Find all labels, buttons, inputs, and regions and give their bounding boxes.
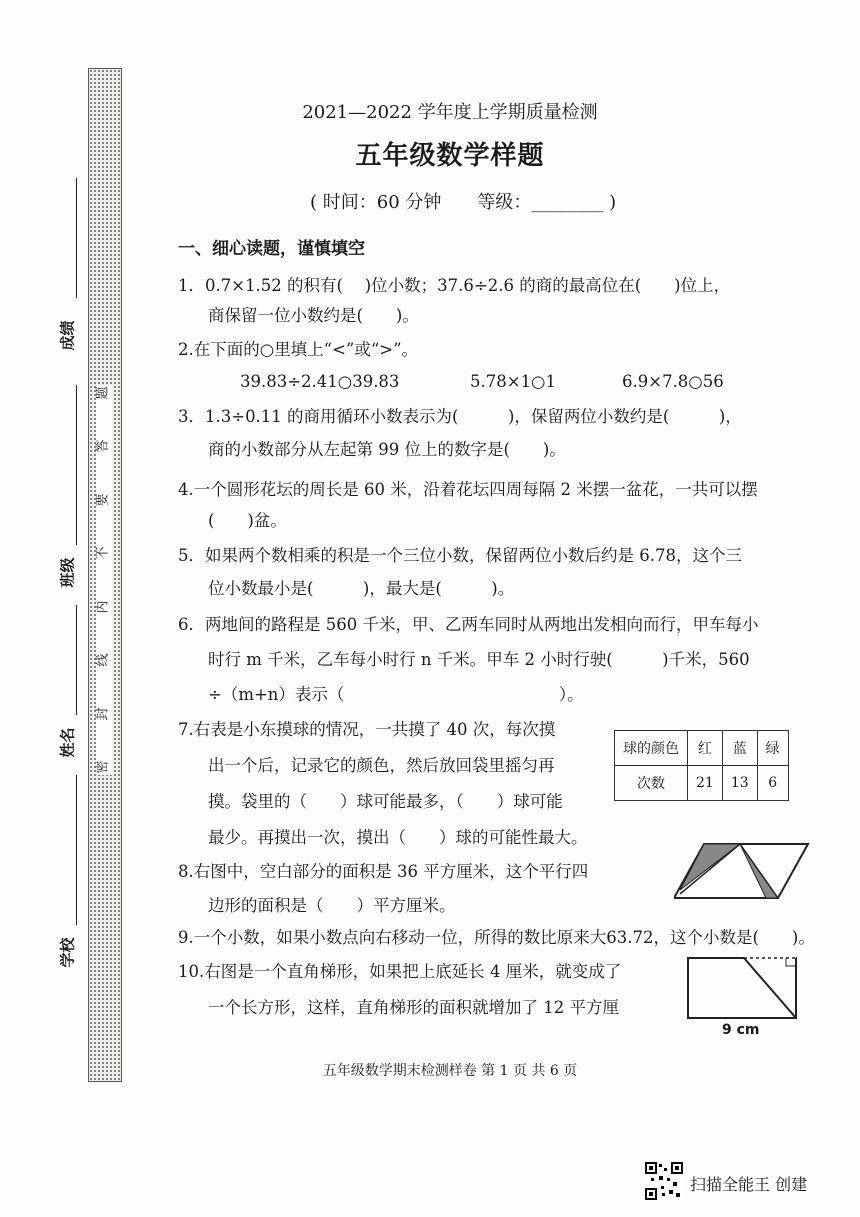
scanner-watermark: 扫描全能王 创建: [690, 1175, 808, 1194]
parallelogram-figure: [674, 842, 810, 902]
question-7-line3: 摸。袋里的（ ）球可能最多，（ ）球可能: [208, 792, 563, 811]
question-2-item2: 5.78×1○1: [470, 372, 556, 391]
seal-char: 要: [95, 493, 111, 507]
table-header-cell: 红: [688, 731, 723, 766]
name-label: 姓名: [58, 727, 77, 758]
seal-line-text: [96, 385, 112, 775]
table-cell: 6: [757, 766, 788, 801]
class-line[interactable]: [76, 385, 77, 545]
question-2-line1: 2.在下面的○里填上“<”或“>”。: [178, 340, 419, 359]
exam-term: 2021—2022 学年度上学期质量检测: [302, 102, 598, 123]
ball-count-table: [614, 730, 789, 801]
section-title: 一、细心读题，谨慎填空: [178, 239, 365, 259]
seal-char: 封: [95, 707, 111, 721]
school-line[interactable]: [76, 775, 77, 925]
table-header-cell: 绿: [757, 731, 788, 766]
table-row-label: 次数: [615, 766, 688, 801]
seal-char: 内: [95, 600, 111, 614]
trapezoid-dimension-label: 9 cm: [722, 1022, 760, 1038]
seal-char: 不: [95, 546, 111, 560]
seal-char: 线: [95, 653, 111, 667]
question-2-item3: 6.9×7.8○56: [622, 372, 724, 391]
qr-code-icon: [645, 1162, 683, 1200]
seal-char: 答: [95, 439, 111, 453]
school-label: 学校: [58, 937, 77, 968]
seal-char: 题: [95, 386, 111, 400]
question-4-line1: 4.一个圆形花坛的周长是 60 米，沿着花坛四周每隔 2 米摆一盆花，一共可以摆: [178, 480, 758, 499]
question-5-line1: 5．如果两个数相乘的积是一个三位小数，保留两位小数后约是 6.78，这个三: [178, 546, 742, 565]
question-10-line2: 一个长方形，这样，直角梯形的面积就增加了 12 平方厘: [208, 998, 619, 1017]
question-6-line3: ÷（m+n）表示（ ）。: [208, 685, 584, 704]
page-footer: 五年级数学期末检测样卷 第 1 页 共 6 页: [322, 1063, 578, 1079]
right-trapezoid-figure: [686, 956, 800, 1020]
name-line[interactable]: [76, 605, 77, 715]
question-5-line2: 位小数最小是( )，最大是( )。: [208, 579, 515, 598]
question-8-line1: 8.右图中，空白部分的面积是 36 平方厘米，这个平行四: [178, 862, 589, 881]
question-1-line1: 1．0.7×1.52 的积有( )位小数；37.6÷2.6 的商的最高位在( )位上，: [178, 276, 731, 295]
score-label: 成绩: [58, 320, 77, 351]
question-3-line1: 3．1.3÷0.11 的商用循环小数表示为( )，保留两位小数约是( )，: [178, 407, 742, 426]
page-title: 五年级数学样题: [355, 141, 545, 171]
exam-meta: ( 时间：60 分钟 等级：________ ): [310, 192, 617, 213]
table-row: [615, 766, 789, 801]
question-9: 9.一个小数，如果小数点向右移动一位，所得的数比原来大63.72，这个小数是( )。: [178, 928, 815, 947]
class-label: 班级: [58, 557, 77, 588]
question-1-line2: 商保留一位小数约是( )。: [208, 306, 419, 325]
seal-char: 密: [95, 760, 111, 774]
question-6-line2: 时行 m 千米，乙车每小时行 n 千米。甲车 2 小时行驶( )千米，560: [208, 650, 750, 669]
question-8-line2: 边形的面积是（ ）平方厘米。: [208, 896, 456, 915]
question-7-line4: 最少。再摸出一次，摸出（ ）球的可能性最大。: [208, 828, 588, 847]
score-line[interactable]: [76, 178, 77, 298]
table-header-cell: 球的颜色: [615, 731, 688, 766]
question-2-item1: 39.83÷2.41○39.83: [240, 372, 400, 391]
table-cell: 21: [688, 766, 723, 801]
question-4-line2: ( )盆。: [208, 511, 287, 530]
question-7-line1: 7.右表是小东摸球的情况，一共摸了 40 次，每次摸: [178, 720, 556, 739]
question-3-line2: 商的小数部分从左起第 99 位上的数字是( )。: [208, 440, 566, 459]
table-row: [615, 731, 789, 766]
question-7-line2: 出一个后，记录它的颜色，然后放回袋里摇匀再: [208, 756, 555, 775]
table-cell: 13: [722, 766, 757, 801]
table-header-cell: 蓝: [722, 731, 757, 766]
question-10-line1: 10.右图是一个直角梯形，如果把上底延长 4 厘米，就变成了: [178, 962, 622, 981]
question-6-line1: 6．两地间的路程是 560 千米，甲、乙两车同时从两地出发相向而行，甲车每小: [178, 615, 759, 634]
